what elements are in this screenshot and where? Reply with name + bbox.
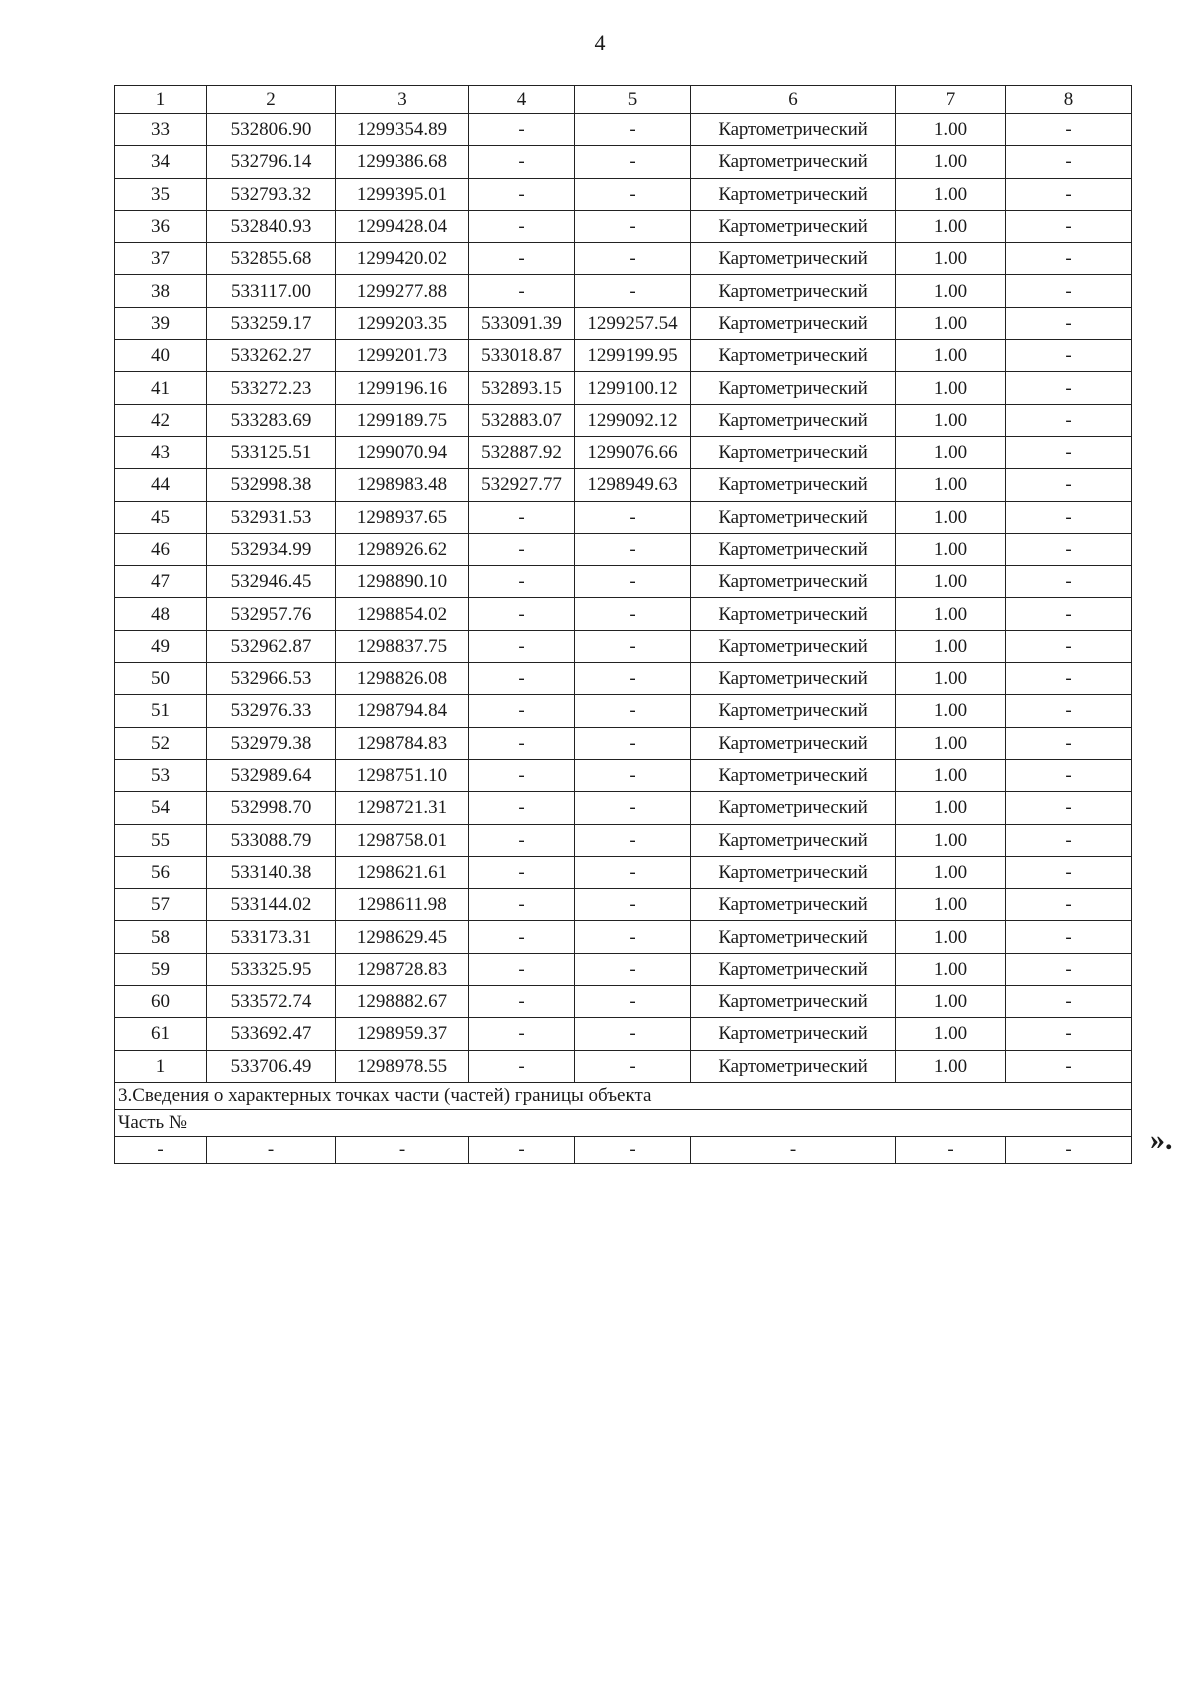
column-header: 8 — [1006, 86, 1132, 114]
table-cell: - — [1006, 663, 1132, 695]
table-cell: 39 — [115, 307, 207, 339]
table-cell: 1.00 — [896, 501, 1006, 533]
table-cell: 1.00 — [896, 663, 1006, 695]
page-number: 4 — [594, 30, 606, 55]
table-cell: 1.00 — [896, 824, 1006, 856]
table-cell: 533173.31 — [207, 921, 336, 953]
table-cell: 533325.95 — [207, 953, 336, 985]
table-cell: - — [1006, 727, 1132, 759]
table-cell: 37 — [115, 243, 207, 275]
table-cell: - — [469, 1018, 575, 1050]
table-cell: 1298978.55 — [336, 1050, 469, 1082]
table-cell: Картометрический — [691, 307, 896, 339]
table-cell: Картометрический — [691, 921, 896, 953]
table-cell: - — [1006, 275, 1132, 307]
table-cell: Картометрический — [691, 178, 896, 210]
table-cell: - — [575, 759, 691, 791]
table-cell: - — [1006, 178, 1132, 210]
column-header: 4 — [469, 86, 575, 114]
table-cell: 532840.93 — [207, 210, 336, 242]
table-cell: 1.00 — [896, 469, 1006, 501]
table-cell: 57 — [115, 889, 207, 921]
table-cell: - — [1006, 759, 1132, 791]
table-cell: - — [336, 1136, 469, 1163]
table-cell: 51 — [115, 695, 207, 727]
table-cell: 1298721.31 — [336, 792, 469, 824]
table-cell: 532957.76 — [207, 598, 336, 630]
table-cell: Картометрический — [691, 792, 896, 824]
table-cell: Картометрический — [691, 243, 896, 275]
table-cell: - — [896, 1136, 1006, 1163]
table-cell: - — [575, 663, 691, 695]
table-cell: 60 — [115, 986, 207, 1018]
table-cell: 1299420.02 — [336, 243, 469, 275]
table-cell: 1298611.98 — [336, 889, 469, 921]
table-cell: 532793.32 — [207, 178, 336, 210]
table-cell: - — [469, 695, 575, 727]
table-row — [115, 340, 1132, 372]
table-cell: 533144.02 — [207, 889, 336, 921]
table-cell: Картометрический — [691, 889, 896, 921]
table-cell: 1.00 — [896, 146, 1006, 178]
table-cell: 49 — [115, 630, 207, 662]
table-cell: Картометрический — [691, 630, 896, 662]
table-cell: - — [575, 533, 691, 565]
table-cell: - — [469, 986, 575, 1018]
table-cell: 532806.90 — [207, 114, 336, 146]
table-cell: 1.00 — [896, 404, 1006, 436]
table-cell: 532893.15 — [469, 372, 575, 404]
table-cell: - — [1006, 953, 1132, 985]
table-cell: Картометрический — [691, 953, 896, 985]
table-cell: - — [575, 210, 691, 242]
table-row — [115, 210, 1132, 242]
table-cell: 1298629.45 — [336, 921, 469, 953]
table-row — [115, 921, 1132, 953]
column-header: 3 — [336, 86, 469, 114]
table-cell: - — [1006, 340, 1132, 372]
section-title-row — [115, 1082, 1132, 1109]
table-cell: - — [469, 533, 575, 565]
table-cell: - — [1006, 501, 1132, 533]
part-label-row — [115, 1109, 1132, 1136]
table-row — [115, 824, 1132, 856]
table-cell: 1298758.01 — [336, 824, 469, 856]
table-row — [115, 114, 1132, 146]
table-row — [115, 1050, 1132, 1082]
table-row — [115, 436, 1132, 468]
column-header: 5 — [575, 86, 691, 114]
table-cell: 1.00 — [896, 307, 1006, 339]
table-cell: - — [575, 275, 691, 307]
table-cell: Картометрический — [691, 727, 896, 759]
table-cell: 1298784.83 — [336, 727, 469, 759]
table-cell: 532887.92 — [469, 436, 575, 468]
table-cell: 1.00 — [896, 210, 1006, 242]
table-cell: 1298728.83 — [336, 953, 469, 985]
table-cell: 1.00 — [896, 986, 1006, 1018]
table-cell: 1.00 — [896, 178, 1006, 210]
table-cell: 532976.33 — [207, 695, 336, 727]
table-cell: - — [575, 1050, 691, 1082]
table-row — [115, 953, 1132, 985]
table-row — [115, 727, 1132, 759]
table-cell: Картометрический — [691, 566, 896, 598]
table-cell: 44 — [115, 469, 207, 501]
table-cell: - — [469, 921, 575, 953]
table-cell: - — [1006, 566, 1132, 598]
table-body — [115, 86, 1132, 1164]
table-cell: 532979.38 — [207, 727, 336, 759]
coordinates-table — [114, 85, 1132, 1164]
table-row — [115, 533, 1132, 565]
table-cell: - — [1006, 436, 1132, 468]
table-row — [115, 663, 1132, 695]
table-row — [115, 566, 1132, 598]
table-cell: - — [575, 921, 691, 953]
table-cell: 533259.17 — [207, 307, 336, 339]
table-row — [115, 372, 1132, 404]
table-cell: 47 — [115, 566, 207, 598]
table-cell: - — [1006, 986, 1132, 1018]
table-cell: Картометрический — [691, 1050, 896, 1082]
table-cell: - — [575, 953, 691, 985]
table-row — [115, 1018, 1132, 1050]
table-cell: - — [1006, 1136, 1132, 1163]
table-cell: 533272.23 — [207, 372, 336, 404]
table-cell: 1.00 — [896, 856, 1006, 888]
table-cell: 1.00 — [896, 275, 1006, 307]
table-cell: 1299395.01 — [336, 178, 469, 210]
table-cell: - — [469, 1050, 575, 1082]
table-cell: 1.00 — [896, 114, 1006, 146]
table-cell: - — [1006, 921, 1132, 953]
table-cell: 1299092.12 — [575, 404, 691, 436]
table-cell: 1298826.08 — [336, 663, 469, 695]
table-cell: Картометрический — [691, 986, 896, 1018]
table-cell: 533572.74 — [207, 986, 336, 1018]
table-cell: 1298926.62 — [336, 533, 469, 565]
table-cell: 1.00 — [896, 533, 1006, 565]
table-cell: 533692.47 — [207, 1018, 336, 1050]
section-title: 3.Сведения о характерных точках части (частей) границы объекта — [115, 1082, 1132, 1109]
table-cell: 532934.99 — [207, 533, 336, 565]
table-cell: 1.00 — [896, 792, 1006, 824]
table-cell: 34 — [115, 146, 207, 178]
part-label: Часть № — [115, 1109, 1132, 1136]
table-cell: - — [469, 275, 575, 307]
table-cell: 46 — [115, 533, 207, 565]
table-cell: Картометрический — [691, 1018, 896, 1050]
table-cell: - — [1006, 792, 1132, 824]
table-cell: 1.00 — [896, 921, 1006, 953]
table-cell: 40 — [115, 340, 207, 372]
column-header: 2 — [207, 86, 336, 114]
table-cell: - — [469, 210, 575, 242]
table-cell: - — [469, 1136, 575, 1163]
table-cell: 59 — [115, 953, 207, 985]
table-cell: 1.00 — [896, 598, 1006, 630]
table-row — [115, 501, 1132, 533]
table-cell: - — [575, 598, 691, 630]
table-cell: 533262.27 — [207, 340, 336, 372]
table-cell: 533117.00 — [207, 275, 336, 307]
table-cell: - — [691, 1136, 896, 1163]
table-cell: - — [575, 114, 691, 146]
table-cell: Картометрический — [691, 436, 896, 468]
table-cell: 1299201.73 — [336, 340, 469, 372]
table-cell: - — [1006, 210, 1132, 242]
table-cell: - — [469, 114, 575, 146]
table-cell: - — [1006, 889, 1132, 921]
table-cell: 1298794.84 — [336, 695, 469, 727]
table-cell: 38 — [115, 275, 207, 307]
table-cell: - — [469, 856, 575, 888]
table-cell: 35 — [115, 178, 207, 210]
table-cell: 1.00 — [896, 630, 1006, 662]
table-row — [115, 856, 1132, 888]
table-cell: 36 — [115, 210, 207, 242]
table-cell: 1299189.75 — [336, 404, 469, 436]
table-cell: Картометрический — [691, 146, 896, 178]
table-cell: Картометрический — [691, 856, 896, 888]
table-cell: 61 — [115, 1018, 207, 1050]
table-cell: 1299354.89 — [336, 114, 469, 146]
table-cell: 1.00 — [896, 566, 1006, 598]
table-cell: - — [575, 630, 691, 662]
table-cell: 1298837.75 — [336, 630, 469, 662]
table-cell: - — [575, 178, 691, 210]
table-cell: 45 — [115, 501, 207, 533]
table-row — [115, 469, 1132, 501]
table-cell: 1299428.04 — [336, 210, 469, 242]
table-row — [115, 792, 1132, 824]
table-row — [115, 759, 1132, 791]
table-cell: - — [1006, 307, 1132, 339]
table-cell: 43 — [115, 436, 207, 468]
table-cell: Картометрический — [691, 469, 896, 501]
table-cell: - — [1006, 695, 1132, 727]
table-cell: - — [575, 146, 691, 178]
table-cell: 1298983.48 — [336, 469, 469, 501]
table-cell: - — [1006, 1018, 1132, 1050]
table-cell: 533125.51 — [207, 436, 336, 468]
table-cell: 1298854.02 — [336, 598, 469, 630]
table-cell: 532883.07 — [469, 404, 575, 436]
table-cell: 54 — [115, 792, 207, 824]
table-cell: 1299100.12 — [575, 372, 691, 404]
table-cell: 532998.38 — [207, 469, 336, 501]
table-cell: Картометрический — [691, 824, 896, 856]
column-header: 7 — [896, 86, 1006, 114]
table-cell: Картометрический — [691, 663, 896, 695]
table-cell: 533283.69 — [207, 404, 336, 436]
table-cell: 532855.68 — [207, 243, 336, 275]
table-cell: 50 — [115, 663, 207, 695]
table-cell: - — [1006, 856, 1132, 888]
table-cell: 33 — [115, 114, 207, 146]
table-cell: 1.00 — [896, 695, 1006, 727]
table-cell: - — [575, 889, 691, 921]
table-cell: - — [469, 630, 575, 662]
table-cell: - — [1006, 598, 1132, 630]
table-cell: - — [575, 1018, 691, 1050]
table-cell: Картометрический — [691, 533, 896, 565]
column-header: 6 — [691, 86, 896, 114]
table-cell: - — [1006, 243, 1132, 275]
table-cell: - — [1006, 824, 1132, 856]
table-cell: 1.00 — [896, 727, 1006, 759]
table-cell: - — [575, 1136, 691, 1163]
table-cell: 41 — [115, 372, 207, 404]
table-row — [115, 986, 1132, 1018]
table-cell: - — [207, 1136, 336, 1163]
table-cell: 533018.87 — [469, 340, 575, 372]
table-cell: 533140.38 — [207, 856, 336, 888]
table-cell: - — [575, 986, 691, 1018]
table-cell: 532946.45 — [207, 566, 336, 598]
table-cell: - — [469, 889, 575, 921]
table-cell: - — [469, 146, 575, 178]
table-cell: - — [469, 759, 575, 791]
table-cell: Картометрический — [691, 404, 896, 436]
table-cell: 58 — [115, 921, 207, 953]
table-cell: 1.00 — [896, 340, 1006, 372]
table-cell: 1298949.63 — [575, 469, 691, 501]
table-cell: 1299277.88 — [336, 275, 469, 307]
column-header: 1 — [115, 86, 207, 114]
table-cell: - — [115, 1136, 207, 1163]
table-row — [115, 598, 1132, 630]
table-cell: 1298621.61 — [336, 856, 469, 888]
table-cell: 1.00 — [896, 889, 1006, 921]
table-cell: 1.00 — [896, 1050, 1006, 1082]
table-cell: 533706.49 — [207, 1050, 336, 1082]
table-cell: 532962.87 — [207, 630, 336, 662]
table-cell: Картометрический — [691, 210, 896, 242]
table-row — [115, 307, 1132, 339]
table-cell: - — [575, 792, 691, 824]
table-cell: Картометрический — [691, 501, 896, 533]
table-cell: Картометрический — [691, 275, 896, 307]
table-cell: Картометрический — [691, 598, 896, 630]
table-cell: 1.00 — [896, 243, 1006, 275]
table-cell: - — [469, 598, 575, 630]
table-cell: 1.00 — [896, 759, 1006, 791]
table-cell: Картометрический — [691, 372, 896, 404]
table-cell: 532931.53 — [207, 501, 336, 533]
table-cell: 1299070.94 — [336, 436, 469, 468]
table-cell: 1299199.95 — [575, 340, 691, 372]
table-cell: - — [1006, 533, 1132, 565]
table-cell: - — [469, 727, 575, 759]
table-cell: - — [469, 792, 575, 824]
table-cell: - — [575, 501, 691, 533]
table-cell: 1298959.37 — [336, 1018, 469, 1050]
table-cell: 532927.77 — [469, 469, 575, 501]
table-cell: 1.00 — [896, 436, 1006, 468]
table-cell: - — [469, 178, 575, 210]
table-cell: 1.00 — [896, 1018, 1006, 1050]
table-cell: Картометрический — [691, 759, 896, 791]
table-cell: Картометрический — [691, 695, 896, 727]
table-header-row — [115, 86, 1132, 114]
table-cell: 48 — [115, 598, 207, 630]
table-cell: 533088.79 — [207, 824, 336, 856]
table-cell: 1299203.35 — [336, 307, 469, 339]
table-cell: - — [575, 727, 691, 759]
table-cell: Картометрический — [691, 114, 896, 146]
table-cell: 533091.39 — [469, 307, 575, 339]
table-cell: 56 — [115, 856, 207, 888]
table-cell: - — [1006, 469, 1132, 501]
table-cell: - — [1006, 404, 1132, 436]
table-cell: 1.00 — [896, 372, 1006, 404]
table-cell: 1298751.10 — [336, 759, 469, 791]
table-row — [115, 889, 1132, 921]
table-cell: 1299386.68 — [336, 146, 469, 178]
table-cell: 53 — [115, 759, 207, 791]
closing-quote: ». — [1150, 1123, 1173, 1156]
table-cell: - — [575, 824, 691, 856]
table-cell: - — [1006, 1050, 1132, 1082]
table-cell: - — [469, 953, 575, 985]
table-cell: 532966.53 — [207, 663, 336, 695]
table-cell: 1.00 — [896, 953, 1006, 985]
table-cell: 1299196.16 — [336, 372, 469, 404]
table-cell: - — [575, 243, 691, 275]
table-cell: - — [1006, 146, 1132, 178]
table-cell: - — [469, 566, 575, 598]
table-row — [115, 404, 1132, 436]
table-cell: - — [469, 663, 575, 695]
table-cell: 532998.70 — [207, 792, 336, 824]
table-cell: 42 — [115, 404, 207, 436]
table-cell: - — [1006, 630, 1132, 662]
table-cell: 55 — [115, 824, 207, 856]
table-cell: - — [575, 566, 691, 598]
table-row — [115, 630, 1132, 662]
empty-row — [115, 1136, 1132, 1163]
table-cell: - — [469, 243, 575, 275]
table-cell: 1 — [115, 1050, 207, 1082]
table-row — [115, 178, 1132, 210]
table-cell: 52 — [115, 727, 207, 759]
table-cell: - — [1006, 114, 1132, 146]
table-cell: Картометрический — [691, 340, 896, 372]
table-cell: - — [469, 501, 575, 533]
table-cell: - — [1006, 372, 1132, 404]
table-cell: - — [575, 856, 691, 888]
table-cell: - — [575, 695, 691, 727]
table-cell: 1298937.65 — [336, 501, 469, 533]
table-cell: - — [469, 824, 575, 856]
table-row — [115, 275, 1132, 307]
table-cell: 1299257.54 — [575, 307, 691, 339]
table-row — [115, 695, 1132, 727]
table-row — [115, 243, 1132, 275]
table-cell: 532989.64 — [207, 759, 336, 791]
table-row — [115, 146, 1132, 178]
table-cell: 1299076.66 — [575, 436, 691, 468]
table-cell: 1298890.10 — [336, 566, 469, 598]
table-cell: 1298882.67 — [336, 986, 469, 1018]
table-cell: 532796.14 — [207, 146, 336, 178]
